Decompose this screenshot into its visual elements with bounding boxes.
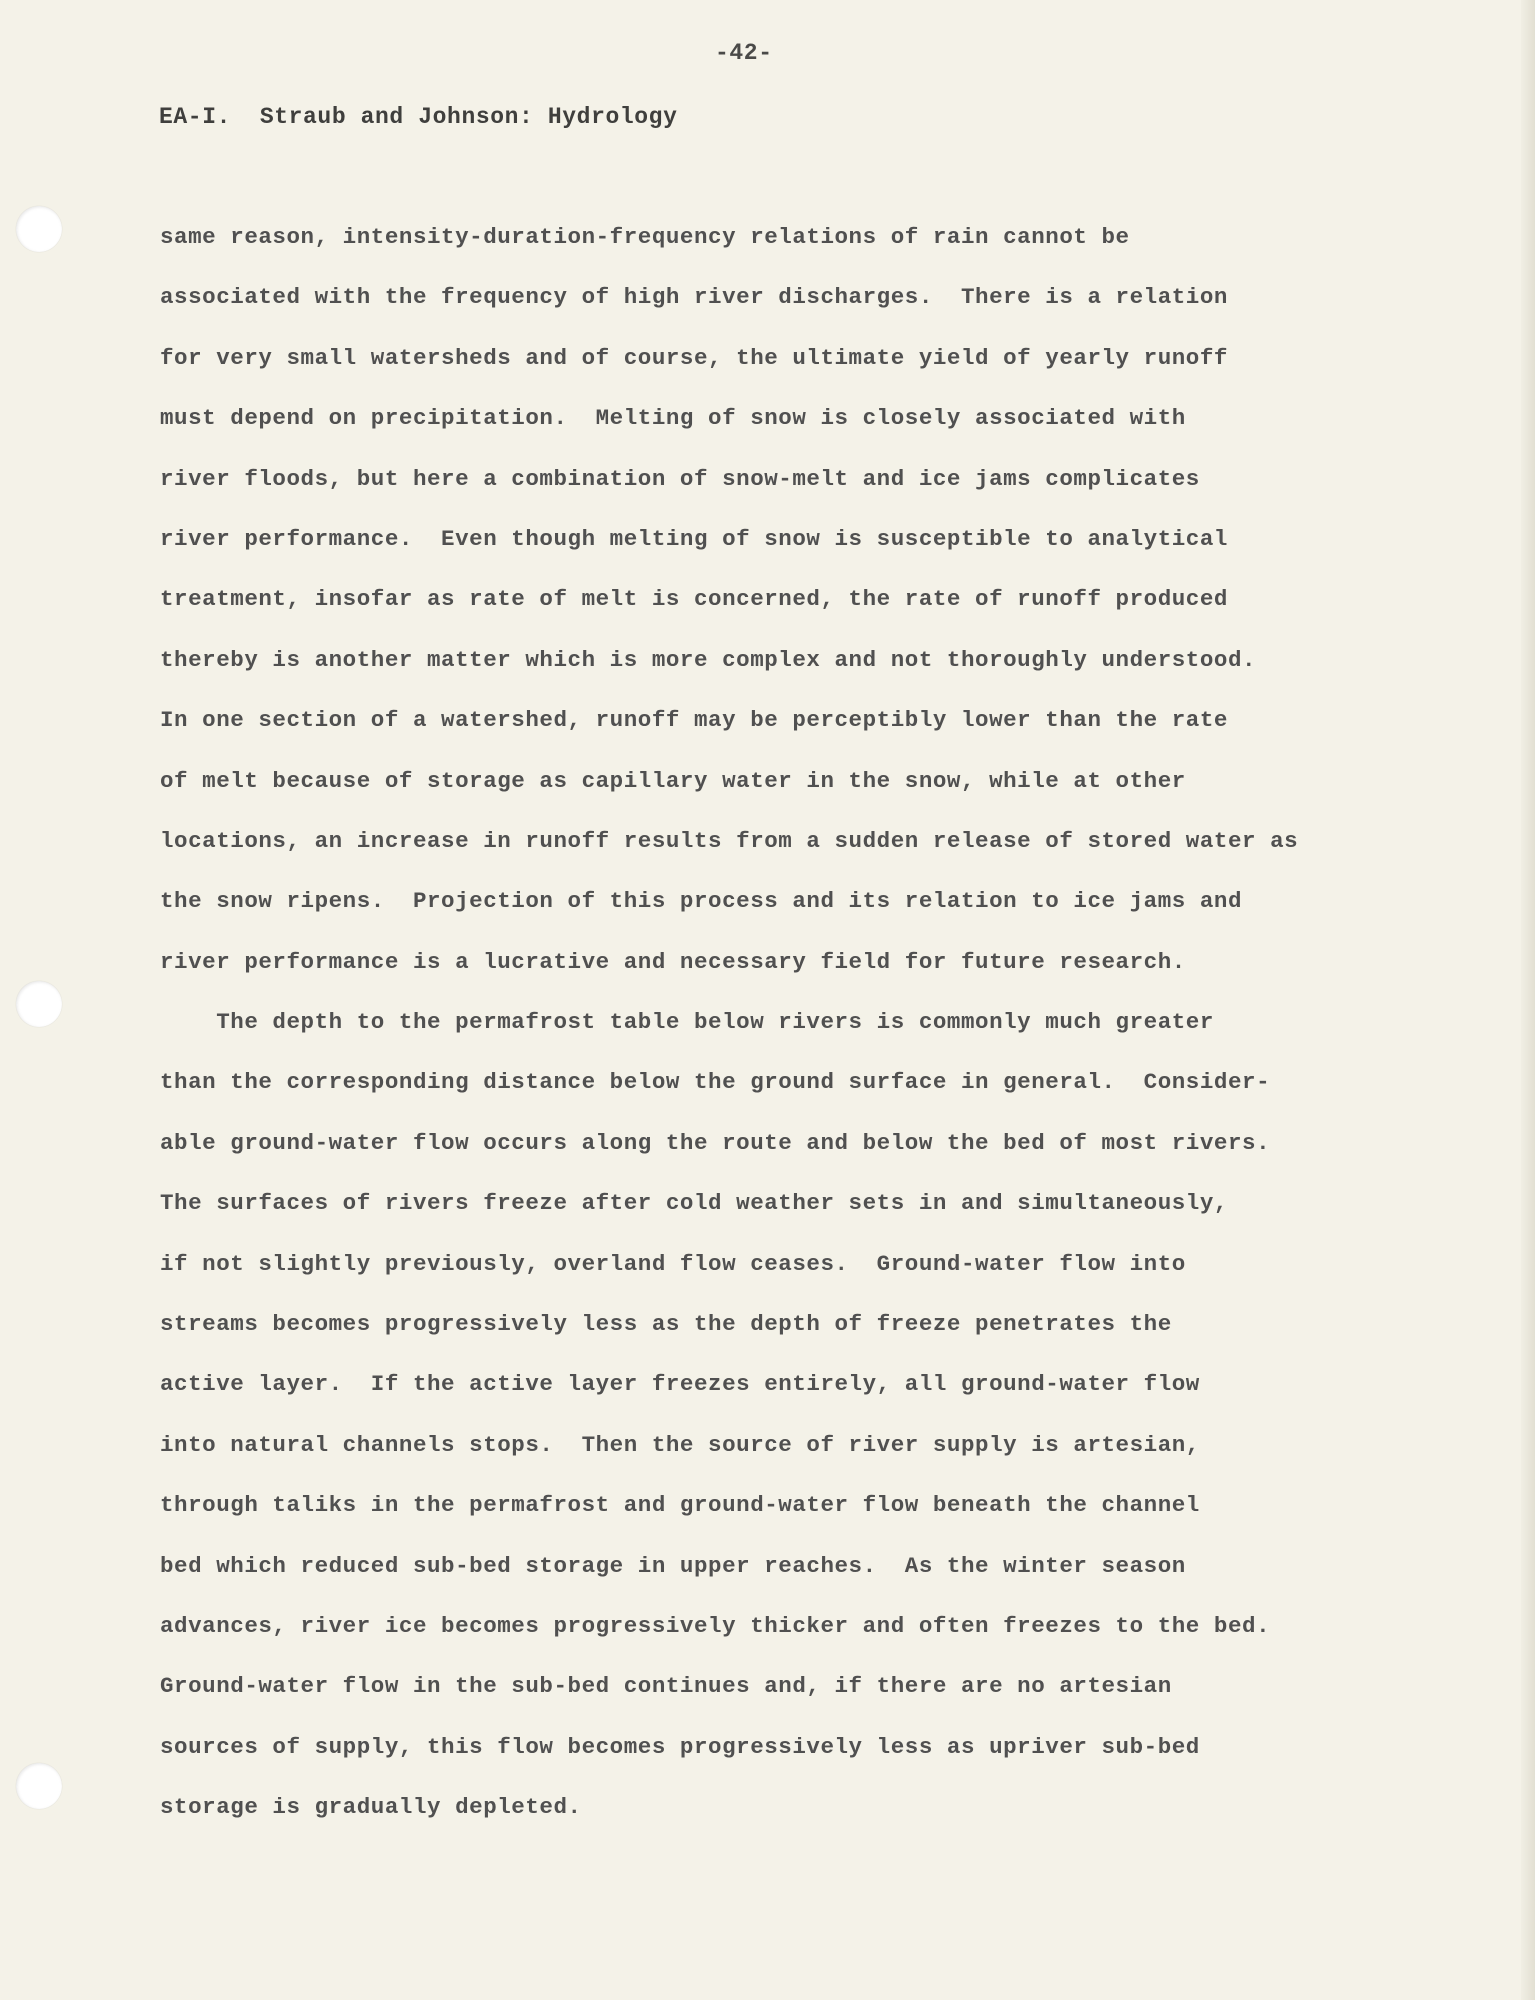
text-line: than the corresponding distance below the ground surface in general. Consider- [160,1069,1271,1096]
text-line: The surfaces of rivers freeze after cold weather sets in and simultaneously, [160,1190,1228,1217]
text-line: river performance. Even though melting of snow is susceptible to analytical [160,525,1228,552]
text-line: locations, an increase in runoff results from a sudden release of stored water as [160,827,1299,854]
page-number: -42- [715,40,773,66]
text-line: treatment, insofar as rate of melt is concerned, the rate of runoff produced [160,586,1228,613]
text-line: river performance is a lucrative and necessary field for future research. [160,948,1186,975]
text-line: of melt because of storage as capillary water in the snow, while at other [160,767,1186,794]
punch-hole-bottom [16,1763,62,1809]
text-line: storage is gradually depleted. [160,1794,582,1821]
running-head: EA-I. Straub and Johnson: Hydrology [159,104,678,130]
text-line: Ground-water flow in the sub-bed continues and, if there are no artesian [160,1673,1172,1700]
text-line: able ground-water flow occurs along the route and below the bed of most rivers. [160,1129,1271,1156]
text-line: the snow ripens. Projection of this process and its relation to ice jams and [160,888,1243,915]
body-text [160,222,1420,1853]
text-line: sources of supply, this flow becomes progressively less as upriver sub-bed [160,1733,1200,1760]
text-line: thereby is another matter which is more complex and not thoroughly understood. [160,646,1257,673]
text-line: bed which reduced sub-bed storage in upper reaches. As the winter season [160,1552,1186,1579]
text-line: into natural channels stops. Then the source of river supply is artesian, [160,1431,1200,1458]
punch-hole-top [16,206,62,252]
punch-hole-middle [16,981,62,1027]
text-line: must depend on precipitation. Melting of snow is closely associated with [160,405,1186,432]
text-line: In one section of a watershed, runoff may be perceptibly lower than the rate [160,707,1228,734]
text-line: streams becomes progressively less as the depth of freeze penetrates the [160,1311,1172,1338]
text-line: active layer. If the active layer freezes entirely, all ground-water flow [160,1371,1200,1398]
text-line: river floods, but here a combination of snow-melt and ice jams complicates [160,465,1200,492]
text-line: same reason, intensity-duration-frequency relations of rain cannot be [160,224,1130,250]
text-line: advances, river ice becomes progressively thicker and often freezes to the bed. [160,1612,1271,1639]
text-line: associated with the frequency of high river discharges. There is a relation [160,284,1228,311]
text-line: The depth to the permafrost table below rivers is commonly much greater [160,1009,1214,1036]
page-edge [1521,0,1535,2000]
text-line: for very small watersheds and of course, the ultimate yield of yearly runoff [160,344,1228,371]
text-line: if not slightly previously, overland flow ceases. Ground-water flow into [160,1250,1186,1277]
text-line: through taliks in the permafrost and ground-water flow beneath the channel [160,1492,1200,1519]
